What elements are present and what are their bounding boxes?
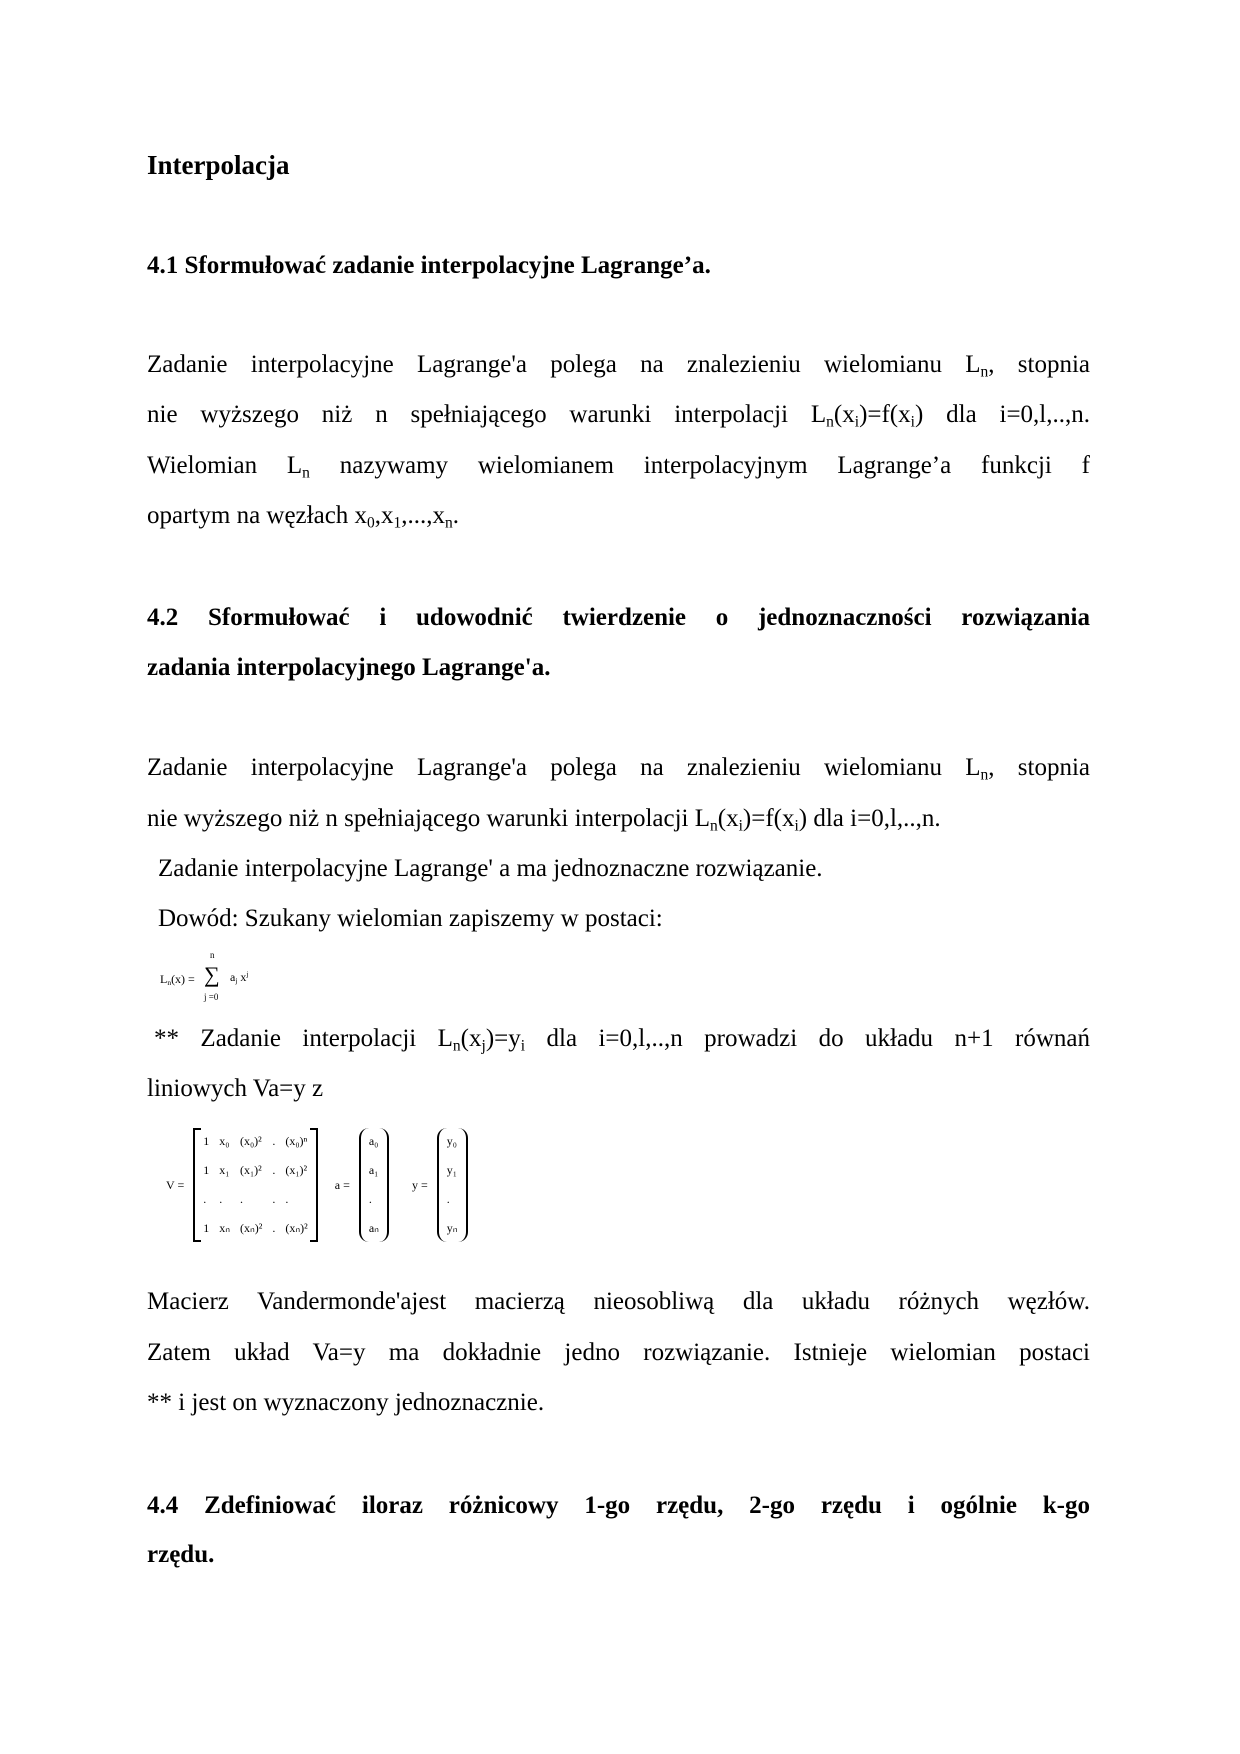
section-heading [147, 1540, 1090, 1570]
subscript: n [445, 514, 453, 532]
vector-cell: aₙ [368, 1221, 379, 1235]
paragraph-line [147, 804, 1090, 834]
text-run: (x [717, 805, 739, 832]
vector-cell: a₁ [368, 1163, 379, 1177]
subscript: n [302, 464, 310, 482]
matrix-cell: (x₁)² [285, 1163, 308, 1177]
formula-lhs-sub: n [167, 978, 172, 988]
vector-cell: . [446, 1192, 450, 1206]
text-run: . [452, 502, 460, 529]
matrix-cell: x₁ [219, 1163, 230, 1177]
text-run: ) dla i=0,l,..,n. [798, 805, 941, 832]
paragraph-line [147, 1287, 1090, 1317]
vector-cell: y₁ [446, 1163, 457, 1177]
vector-cell: a₀ [368, 1134, 379, 1148]
paragraph-line [147, 753, 1090, 783]
matrix-cell: (x₀)² [240, 1134, 262, 1148]
text-run: (x [460, 1025, 482, 1052]
matrix-cell: 1 [203, 1221, 210, 1235]
text-run: dla i=0,l,..,n prowadzi do układu n+1 równań [525, 1025, 1090, 1052]
sum-symbol: ∑ [204, 962, 220, 987]
subscript: n [452, 1037, 461, 1055]
paragraph-line [147, 350, 1090, 380]
formula-var: x [240, 970, 247, 984]
subscript: n [826, 413, 834, 431]
vector-y [437, 1128, 468, 1242]
text-run: 4.1 Sformułować zadanie interpolacyjne Lagrange’a. [147, 252, 711, 279]
subscript: n [710, 817, 718, 835]
sum-upper-limit: n [210, 950, 215, 960]
section-heading [147, 653, 1090, 683]
matrix-cell: . [272, 1134, 276, 1148]
subscript: i [794, 817, 799, 835]
vector-cell: y₀ [446, 1134, 457, 1148]
matrix-cell: . [272, 1192, 276, 1206]
text-run: , stopnia [988, 754, 1091, 781]
subscript: i [910, 413, 915, 431]
text-run: Macierz Vandermonde'ajest macierzą nieosobliwą dla układu różnych węzłów. [147, 1288, 1090, 1315]
paragraph-line [158, 904, 1090, 934]
document-title: Interpolacja [147, 150, 290, 180]
polynomial-formula [160, 950, 280, 1005]
matrix-cell: . [285, 1192, 289, 1206]
text-run: Zadanie interpolacyjne Lagrange'a polega na znalezieniu wielomianu L [147, 754, 981, 781]
vector-a-label: a = [334, 1177, 350, 1192]
text-run: nazywamy wielomianem interpolacyjnym Lagrange’a funkcji f [309, 452, 1090, 479]
matrix-v-label: V = [166, 1177, 185, 1192]
matrix-cell: (xₙ)² [285, 1221, 308, 1235]
matrix-cell: . [203, 1192, 207, 1206]
formula-coefficient: a [230, 970, 236, 984]
text-run: )=f(x [859, 401, 911, 428]
formula-lhs: L [160, 972, 168, 986]
subscript: 1 [393, 514, 402, 532]
text-run: Zadanie interpolacyjne Lagrange'a polega na znalezieniu wielomianu L [147, 351, 981, 378]
text-run: )=y [485, 1025, 521, 1052]
paragraph-line [147, 1388, 1090, 1418]
vector-y-label: y = [411, 1177, 428, 1192]
section-heading [147, 603, 1090, 633]
subscript: i [520, 1037, 526, 1055]
text-run: 4.2 Sformułować i udowodnić twierdzenie o jednoznaczności rozwiązania [147, 604, 1090, 631]
text-run: Zatem układ Va=y ma dokładnie jedno rozwiązanie. Istnieje wielomian postaci [147, 1339, 1090, 1366]
matrix-cell: . [219, 1192, 223, 1206]
matrix-cell: (x₁)² [240, 1163, 262, 1177]
matrix-cell: xₙ [219, 1221, 230, 1235]
text-run: 4.4 Zdefiniować iloraz różnicowy 1-go rzędu, 2-go rzędu i ogólnie k-go [147, 1492, 1090, 1519]
text-run: Wielomian L [147, 452, 303, 479]
paragraph-line [147, 400, 1090, 430]
subscript: i [738, 817, 743, 835]
text-run: Zadanie interpolacyjne Lagrange' a ma jednoznaczne rozwiązanie. [158, 855, 823, 882]
subscript: j [481, 1037, 486, 1055]
matrix-cell: (xₙ)² [240, 1221, 263, 1235]
section-heading [147, 251, 1090, 281]
text-run: ,x [374, 502, 394, 529]
text-run: nie wyższego niż n spełniającego warunki interpolacji L [147, 401, 827, 428]
vandermonde-matrix [193, 1128, 318, 1242]
text-run: rzędu. [147, 1541, 215, 1568]
matrix-cell: 1 [203, 1163, 210, 1177]
vector-cell: yₙ [446, 1221, 458, 1235]
subscript: i [854, 413, 860, 431]
text-run: nie wyższego niż n spełniającego warunki interpolacji L [147, 805, 710, 832]
matrix-cell: x₀ [219, 1134, 230, 1148]
formula-arg: (x) = [171, 972, 195, 986]
paragraph-line [147, 1338, 1090, 1368]
text-run: , stopnia [988, 351, 1091, 378]
subscript: n [980, 766, 989, 784]
text-run: Dowód: Szukany wielomian zapiszemy w postaci: [158, 905, 663, 932]
matrix-cell: . [272, 1163, 276, 1177]
vandermonde-system [160, 1128, 468, 1242]
text-run: ,...,x [401, 502, 446, 529]
paragraph-line [147, 451, 1090, 481]
section-heading [147, 1491, 1090, 1521]
paragraph-line [154, 1024, 1090, 1054]
text-run: )=f(x [742, 805, 795, 832]
subscript: 0 [367, 514, 375, 532]
text-run: (x [833, 401, 855, 428]
text-run: ** Zadanie interpolacji L [154, 1025, 453, 1052]
text-run: ** i jest on wyznaczony jednoznacznie. [147, 1389, 545, 1416]
vector-cell: . [368, 1192, 372, 1206]
vector-a [359, 1128, 389, 1242]
coefficient-sub: j [235, 976, 238, 986]
sum-lower-limit: j =0 [204, 992, 219, 1002]
paragraph-line [147, 501, 1090, 531]
matrix-cell: (x₀)ⁿ [285, 1134, 308, 1148]
text-run: liniowych Va=y z [147, 1075, 324, 1102]
matrix-cell: . [240, 1192, 243, 1206]
var-sup: j [246, 969, 249, 979]
matrix-cell: . [272, 1221, 276, 1235]
text-run: ) dla i=0,l,..,n. [914, 401, 1091, 428]
paragraph-line [158, 854, 1090, 884]
paragraph-line [147, 1074, 1090, 1104]
subscript: n [980, 363, 989, 381]
matrix-cell: 1 [203, 1134, 210, 1148]
text-run: zadania interpolacyjnego Lagrange'a. [147, 654, 551, 681]
text-run: opartym na węzłach x [147, 502, 368, 529]
